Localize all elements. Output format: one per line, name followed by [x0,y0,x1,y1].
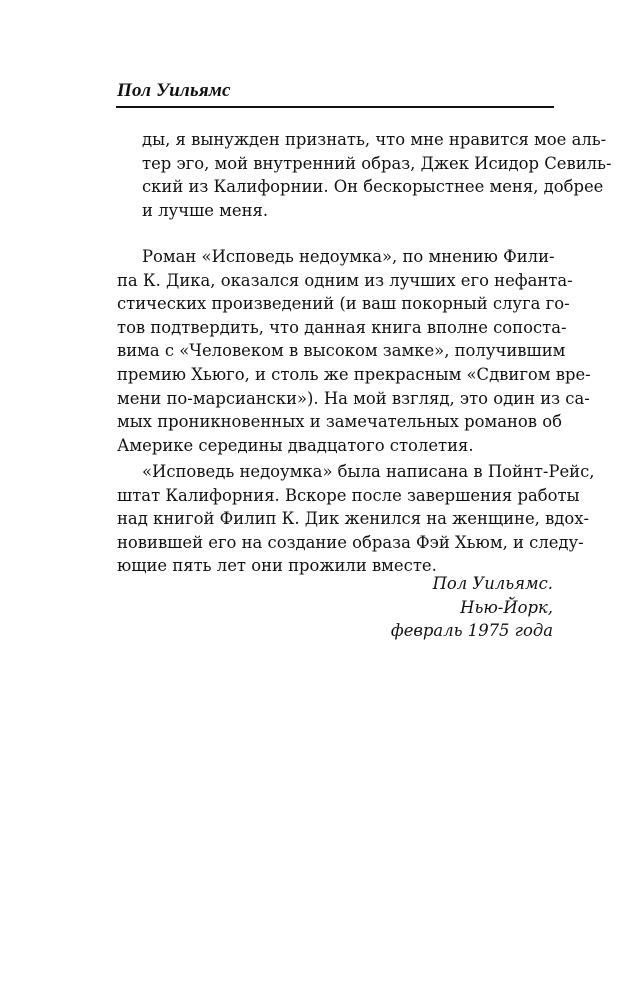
text-line: ский из Калифорнии. Он бескорыстнее меня, добрее [142,177,604,197]
text-line: штат Калифорния. Вскоре после завершения работы [117,485,580,505]
running-head: Пол Уильямс [117,80,231,101]
signature-place: Нью-Йорк, [460,597,553,617]
paragraph-3 [117,460,595,578]
text-line: ды, я вынужден признать, что мне нравится мое аль- [142,130,607,149]
text-line: и лучше меня. [142,200,269,220]
paragraph-2 [117,245,591,457]
text-line: тер эго, мой внутренний образ, Джек Исидор Севиль- [142,153,612,173]
signature-date: февраль 1975 года [390,621,553,641]
signature-block [391,572,553,643]
text-line: новившей его на создание образа Фэй Хьюм, и следу- [117,532,584,552]
text-line: премию Хьюго, и столь же прекрасным «Сдвигом вре- [117,364,591,384]
text-line: ющие пять лет они прожили вместе. [117,556,437,576]
header-rule [116,106,554,108]
signature-author: Пол Уильямс. [432,574,553,593]
text-line: мени по-марсиански»). На мой взгляд, это один из са- [117,388,590,408]
text-line: Америке середины двадцатого столетия. [117,435,474,455]
paragraph-1 [142,128,612,222]
text-line: «Исповедь недоумка» была написана в Пойнт-Рейс, [142,462,595,481]
text-line: стических произведений (и ваш покорный слуга го- [117,294,570,314]
text-line: над книгой Филип К. Дик женился на женщине, вдох- [117,509,590,529]
text-line: мых проникновенных и замечательных романов об [117,412,562,432]
text-line: вима с «Человеком в высоком замке», получившим [117,341,566,361]
text-line: па К. Дика, оказался одним из лучших его нефанта- [117,270,573,290]
text-line: тов подтвердить, что данная книга вполне сопоста- [117,317,567,337]
text-line: Роман «Исповедь недоумка», по мнению Фили- [142,247,555,266]
